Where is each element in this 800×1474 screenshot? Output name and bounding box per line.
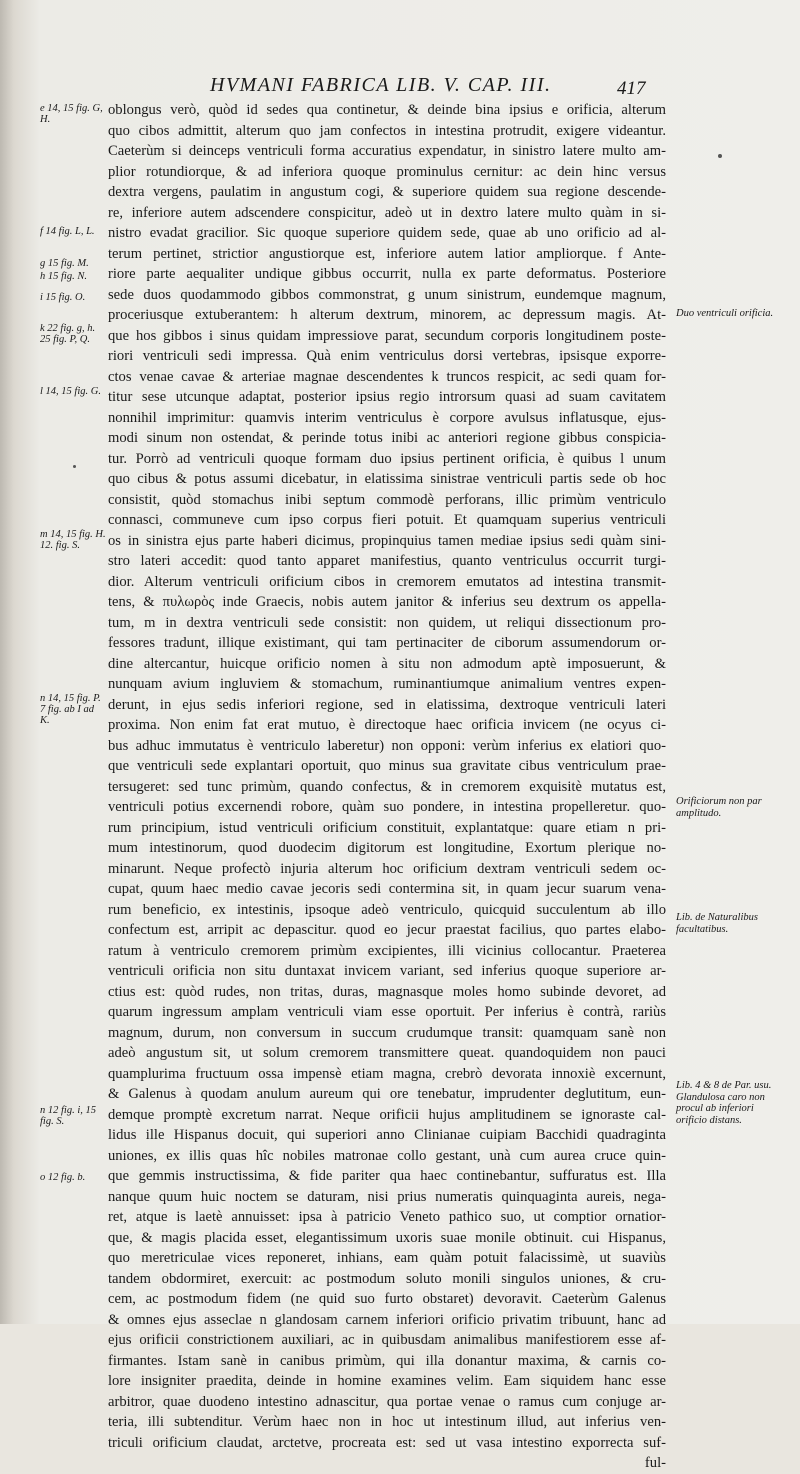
text-line: lidus ille Hispanus docuit, qui superiori anno Clinianae cuipiam Bacchidi quadraginta (108, 1127, 666, 1143)
margin-note-right: Lib. 4 & 8 de Par. usu. Glandulosa caro non procul ab inferiori orificio distans. (676, 1080, 772, 1126)
text-line: bus adhuc immutatus è ventriculo laberetur) non opponi: verùm inferius ex elatiori quo- (108, 737, 666, 754)
text-line: nunquam avium ingluviem & stomachum, ruminantiumque animalium ventres expen- (108, 676, 666, 692)
text-line: riore parte aequaliter undique gibbus occurrit, nulla ex parte deformatus. Posteriore (108, 266, 666, 282)
text-line: & omnes ejus asseclae n glandosam carnem inferiori orificio privatim tribuunt, hanc ad (108, 1311, 666, 1328)
text-line: teria, illi subtenditur. Verùm haec non in hoc ut intestinum illud, aut inferius ven- (108, 1414, 666, 1430)
text-line: cupat, quum haec medio cavae jecoris sedi contermina sit, in quam jecur suarum vena- (108, 881, 666, 897)
text-line: ctos venae cavae & arteriae magnae descendentes k truncos respicit, ac sedi quam for- (108, 368, 666, 385)
text-line: adeò angustum sit, ut solum cremorem transmittere queat. quandoquidem non pauci (108, 1045, 666, 1061)
text-line: derunt, in ejus sedis inferiori regione, sed in elatissima, dextroque ventriculi lateri (108, 696, 666, 713)
text-line: fessores tradunt, illique existimant, qui tam pertinaciter de ciborum assumendorum or- (108, 635, 666, 651)
text-line: proceriusque extuberantem: h alterum dextrum, minorem, ac depressum magis. At- (108, 307, 666, 323)
text-line: ratum à ventriculo cremorem primùm excipientes, illi vicinius collocantur. Praeterea (108, 942, 666, 959)
text-line: & Galenus à quodam anulum aureum qui ore tenebatur, imprudenter deglutitum, eun- (108, 1086, 666, 1102)
text-line: tum, m in dextra ventriculi sede consistit: non quidem, ut reliqui dissectionum pro- (108, 614, 666, 631)
text-line: consistit, quòd stomachus inibi septum commodè perforans, illic primùm ventriculo (108, 491, 666, 508)
text-line: stro lateri accedit: quod tanto apparet manifestius, quanto ventriculus occurrit turgi- (108, 553, 666, 569)
text-line: tur. Porrò ad ventriculi quoque formam duo ipsius pertinent orificia, è quibus l unum (108, 450, 666, 467)
text-line: nistro evadat gracilior. Sic quoque superiore quidem sede, quae ab uno orificio ad al- (108, 225, 666, 241)
text-line: mum intestinorum, quod duodecim digitorum est longitudine, Exortum plerique no- (108, 840, 666, 856)
text-line: tandem obdormiret, exercuit: ac postmodum soluto monili singulos uniones, & cru- (108, 1270, 666, 1287)
text-line: demque promptè excretum narrat. Neque orificii hujus amplitudinem se ignoraste cal- (108, 1106, 666, 1123)
text-line: que hos gibbos i sinus quidam impressiove parat, secundum corporis longitudinem poste- (108, 327, 666, 344)
margin-note-left: h 15 fig. N. (40, 271, 87, 282)
text-line: dine altercantur, huicque orificio nomen à situ non admodum aptè imposuerunt, & (108, 655, 666, 672)
text-line: que, & magis placida esset, elegantissimum uxoris suae monile obtinuit. cui Hispanus, (108, 1229, 666, 1246)
margin-note-left: e 14, 15 fig. G, H. (40, 103, 103, 125)
text-line: quarum ingressum amplam ventriculi viam esse oportuit. Per inferius è contrà, rariùs (108, 1004, 666, 1020)
text-line: arbitror, quae duodeno intestino adnascitur, qua portae venae o ramus cum conjuge ar- (108, 1393, 666, 1410)
ink-speck (718, 154, 722, 158)
text-line: quo cibus & potus assumi dicebatur, in elatissima sinistrae ventriculi partis sede ob hoc (108, 471, 666, 487)
text-line: ctius est: quòd rudes, non tritas, duras, magnasque moles homo subinde devoret, ad (108, 983, 666, 1000)
text-line: dior. Alterum ventriculi orificium cibos in cremorem emutatos ad intestina transmit- (108, 573, 666, 590)
text-line: ventriculi potius excernendi robore, quàm suo pondere, in intestina propelleretur. quo- (108, 799, 666, 815)
margin-note-left: l 14, 15 fig. G. (40, 386, 101, 397)
page-number: 417 (617, 78, 646, 99)
text-line: nanque quum huic noctem se daturam, nisi prius numeratis quinquaginta aureis, nega- (108, 1188, 666, 1205)
text-line: riori ventriculi sedi impressa. Quà enim ventriculus dorsi vertebras, ipsisque exporre- (108, 348, 666, 364)
text-line: quo meretriculae vices reponeret, inhians, eam quàm potuit falacissimè, ut suaviùs (108, 1250, 666, 1266)
text-line: plior rotundiorque, & ad inferiora quoque prominulus cernitur: ac dein hinc versus (108, 163, 666, 180)
text-line: uniones, ex illis quas hîc nobiles matronae collo gestant, unà cum aurea cruce quin- (108, 1147, 666, 1164)
text-line: sede duos quodammodo gibbos commonstrat, g unum sinistrum, eundemque magnum, (108, 286, 666, 303)
ink-speck (73, 465, 76, 468)
text-line: oblongus verò, quòd id sedes qua continetur, & deinde bina ipsius e orificia, alterum (108, 102, 666, 118)
margin-note-left: i 15 fig. O. (40, 292, 86, 303)
text-line: confectum est, arripit ac depascitur. quod eo jecur praestat facilius, quo partes elabo- (108, 922, 666, 938)
running-header: HVMANI FABRICA LIB. V. CAP. III. (210, 74, 552, 96)
text-line: rum principium, istud ventriculi orificium constituit, explantatque: quare etiam n pri- (108, 819, 666, 836)
text-line: quo cibos admittit, alterum quo jam confectos in intestina protrudit, exigere videantur. (108, 122, 666, 139)
margin-note-left: k 22 fig. g, h. 25 fig. P, Q. (40, 323, 96, 345)
text-line: ret, atque is laetè annuisset: ipsa à patricio Veneto pathico suo, ut comptior ornatior- (108, 1209, 666, 1225)
text-line: proxima. Non enim fat erat mutuo, è directoque haec orificia invicem (ne ocyus ci- (108, 717, 666, 733)
text-line: tersugeret: sed tunc primùm, quando confectus, & in cremorem exquisitè mutatus est, (108, 778, 666, 795)
text-line: cem, ac postmodum fidem (ne quid suo furto obstaret) devoravit. Caeterùm Galenus (108, 1291, 666, 1307)
text-line: tens, & πυλωρὸς inde Graecis, nobis autem janitor & inferius seu dextrum os appella- (108, 594, 666, 610)
text-line: dextra vergens, paulatim in angustum cogi, & superiore quidem sua regione descende- (108, 184, 666, 200)
text-line: terum pertinet, strictior angustiorque est, inferiore autem latior ampliorque. f Ante- (108, 245, 666, 262)
margin-note-left: f 14 fig. L, L. (40, 226, 95, 237)
text-line: magnum, durum, non conversum in succum crudumque transit: quamquam sanè non (108, 1024, 666, 1041)
text-line: ejus orificii constrictionem auxiliari, ac in quibusdam animalibus manifestiorem esse af- (108, 1332, 666, 1348)
margin-note-left: n 12 fig. i, 15 fig. S. (40, 1105, 97, 1127)
margin-note-left: o 12 fig. b. (40, 1172, 86, 1183)
margin-note-right: Duo ventriculi orificia. (676, 308, 774, 319)
text-line: os in sinistra ejus parte haberi dicimus, propinquius tamen mediae ipsius sedi quàm sini- (108, 532, 666, 549)
text-line: que gemmis instructissima, & fide pariter qua haec continebantur, suffuratus est. Illa (108, 1168, 666, 1184)
text-line: minarunt. Neque profectò injuria alterum hoc orificium dextram ventriculi sedem oc- (108, 860, 666, 877)
text-line: lore insigniter praedita, deinde in homine examines velim. Eam siquidem hanc esse (108, 1373, 666, 1389)
text-line: triculi orificium claudat, arctetve, procreata est: sed ut vasa intestino exporrecta suf- (108, 1434, 666, 1451)
margin-note-right: Orificiorum non par amplitudo. (676, 796, 762, 819)
margin-note-left: g 15 fig. M. (40, 258, 89, 269)
text-line: ventriculi orificia non situ duntaxat invicem variant, sed inferius quoque superiore ar- (108, 963, 666, 979)
text-line: firmantes. Istam sanè in canibus primùm, qui illa donantur maxima, & carnis co- (108, 1352, 666, 1369)
text-line: connasci, communeve cum ipso corpus fieri potuit. Et quamquam superius ventriculi (108, 512, 666, 528)
margin-note-right: Lib. de Naturalibus facultatibus. (676, 912, 758, 935)
text-line: nonnihil imprimitur: quamvis interim ventriculus è corpore avulsus inflatusque, ejus- (108, 409, 666, 426)
text-line: modi sinum non ostendat, & perinde totus inibi ac anteriori regione gibbus conspicia- (108, 430, 666, 446)
margin-note-left: m 14, 15 fig. H. 12. fig. S. (40, 529, 106, 551)
text-line: que ventriculi sede explantari oportuit, quo minus sua gravitate cibus ventriculum prae- (108, 758, 666, 774)
text-line: titur sese utcunque adaptat, posterior ipsius regio introrsum quasi ad suam cavitatem (108, 389, 666, 405)
text-line: Caeterùm si deinceps ventriculi forma accuratius expendatur, in sinistro latere multo am- (108, 143, 666, 159)
text-line: rum beneficio, ex intestinis, ipsoque adeò ventriculo, quicquid succulentum ab illo (108, 901, 666, 918)
text-line: re, inferiore autem adscendere conspicitur, adeò ut in dextro latere multo quàm in si- (108, 204, 666, 221)
main-text-column (108, 100, 666, 1474)
text-line: quamplurima fructuum ossa impensè etiam magna, crebrò devorata innoxiè excernunt, (108, 1065, 666, 1082)
margin-note-left: n 14, 15 fig. P. 7 fig. ab I ad K. (40, 693, 101, 726)
catchword: ful- (644, 1455, 666, 1471)
